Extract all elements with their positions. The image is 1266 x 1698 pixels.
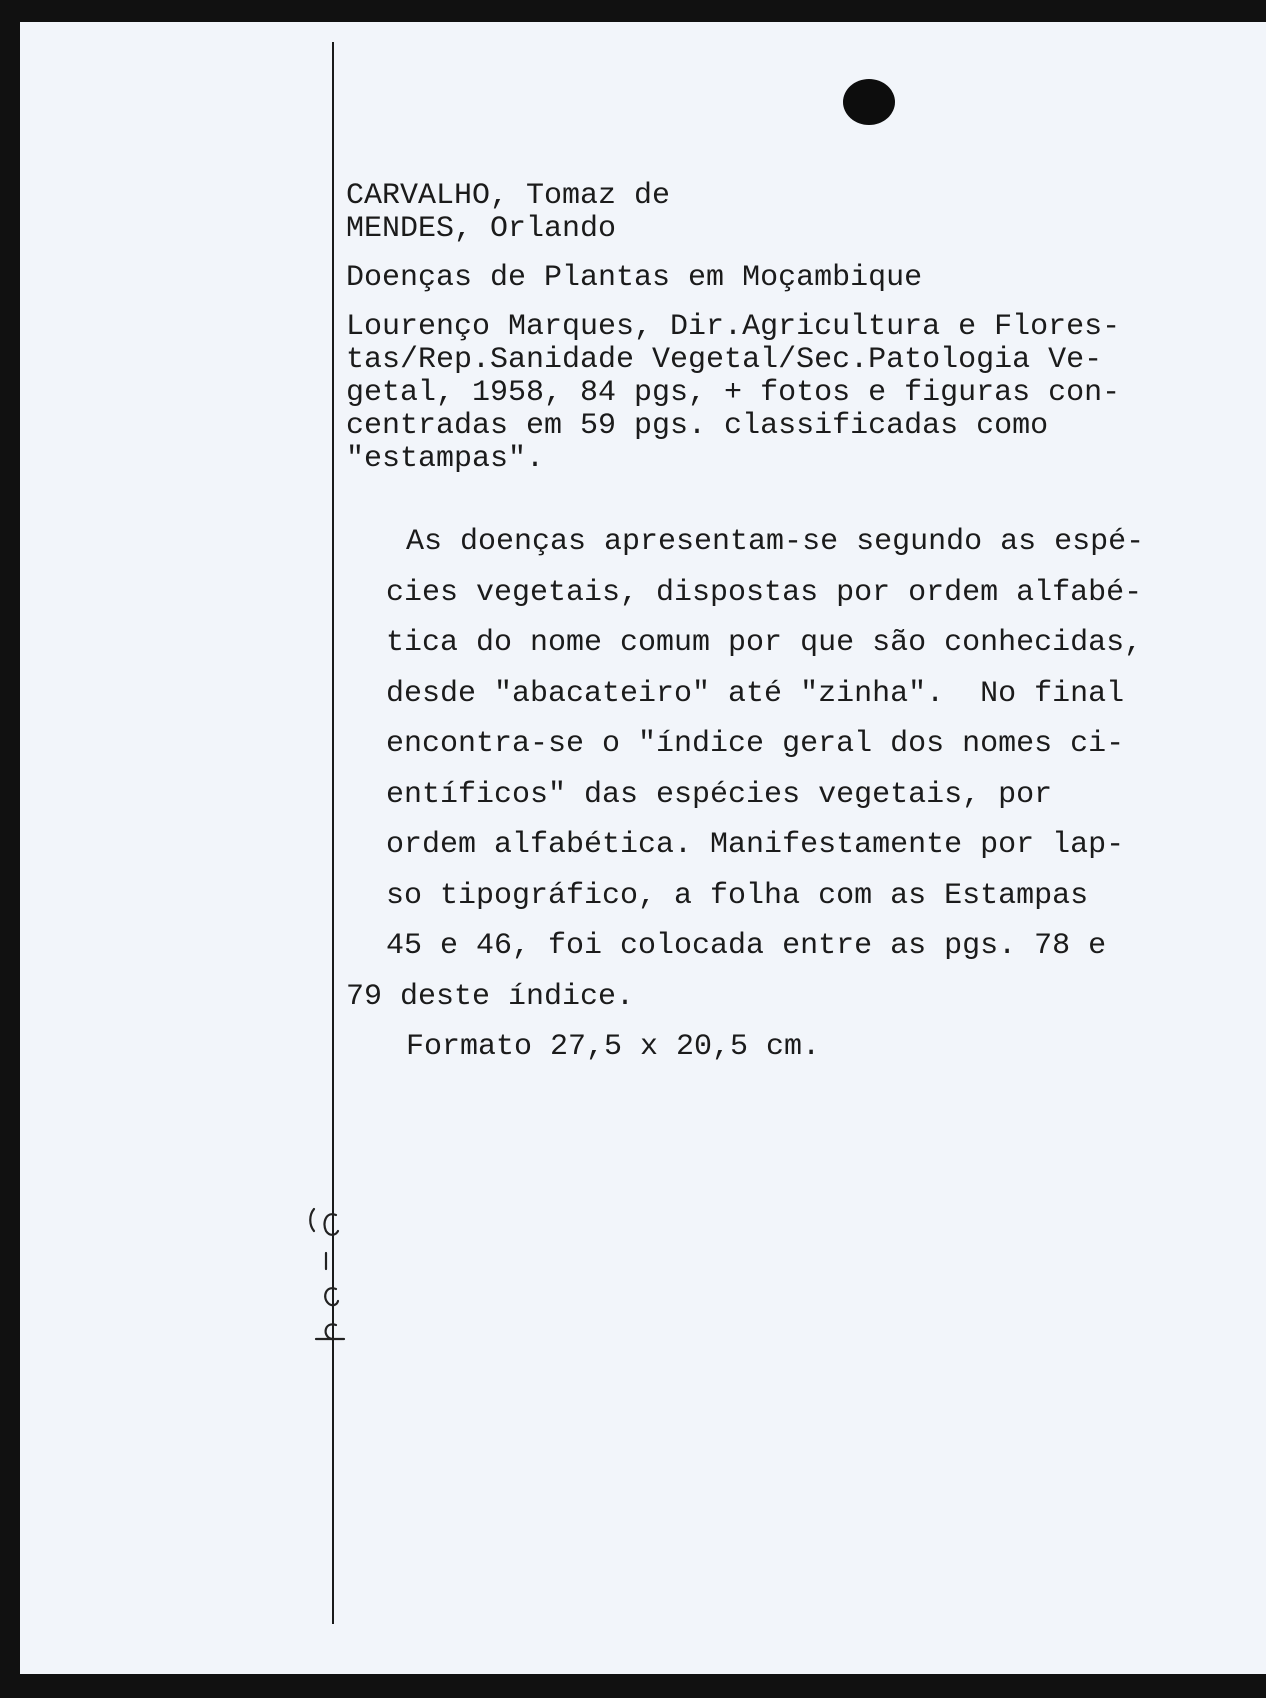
description-line-5: encontra-se o "índice geral dos nomes ci- [386,727,1125,761]
description-line-6: entíficos" das espécies vegetais, por [386,778,1053,812]
publication-line-5: "estampas". [346,442,545,476]
description-line-7: ordem alfabética. Manifestamente por lap- [386,828,1125,862]
publication-line-4: centradas em 59 pgs. classificadas como [346,409,1049,443]
handwritten-margin-note [306,1197,346,1367]
publication-line-1: Lourenço Marques, Dir.Agricultura e Flores- [346,310,1121,344]
description-line-1: As doenças apresentam-se segundo as espé- [406,525,1145,559]
description-line-2: cies vegetais, dispostas por ordem alfabé- [386,576,1143,610]
publication-line-3: getal, 1958, 84 pgs, + fotos e figuras con- [346,376,1121,410]
document-sheet [20,22,1266,1674]
publication-line-2: tas/Rep.Sanidade Vegetal/Sec.Patologia Ve- [346,343,1103,377]
format-line: Formato 27,5 x 20,5 cm. [406,1030,821,1064]
description-line-10: 79 deste índice. [346,980,635,1014]
description-line-3: tica do nome comum por que são conhecidas, [386,626,1143,660]
author-2: MENDES, Orlando [346,212,617,246]
description-line-8: so tipográfico, a folha com as Estampas [386,879,1089,913]
description-line-9: 45 e 46, foi colocada entre as pgs. 78 e [386,929,1107,963]
book-title: Doenças de Plantas em Moçambique [346,261,923,295]
description-line-4: desde "abacateiro" até "zinha". No final [386,677,1125,711]
author-1: CARVALHO, Tomaz de [346,179,671,213]
margin-rule [332,42,334,1624]
punch-hole [843,79,895,125]
